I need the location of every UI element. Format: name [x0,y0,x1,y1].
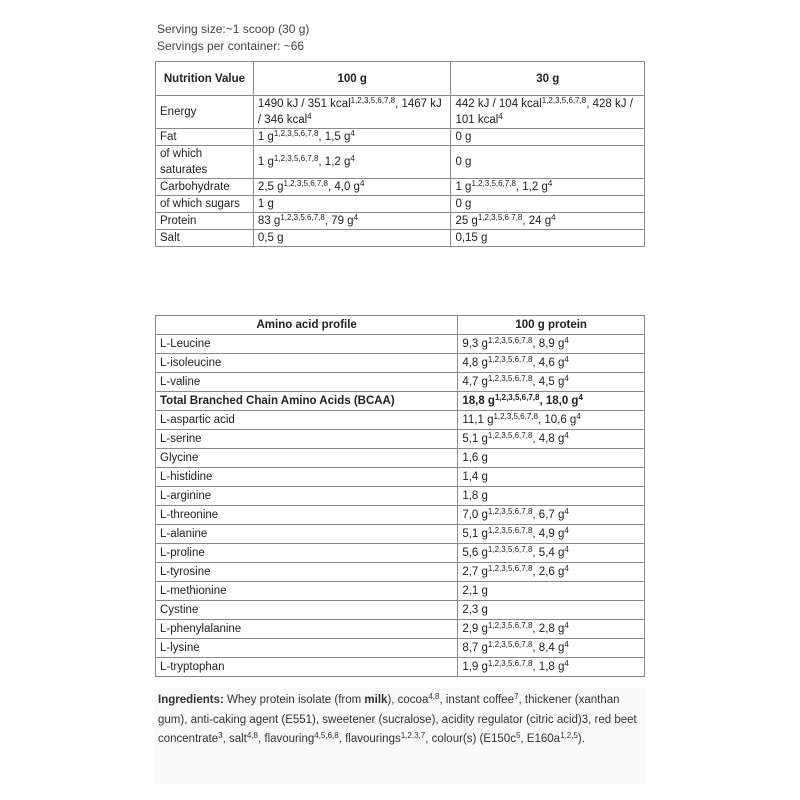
value-100g: 1 $g^{1,2,3,5,6,7,8}$, 1,5 $g^4$ [253,129,451,146]
amino-body [156,335,645,677]
footnote-ref: 4 [551,213,556,222]
footnote-ref: 4 [564,640,569,649]
footnote-ref: 4 [564,621,569,630]
footnote-ref: 4 [307,112,312,121]
amino-acid-value: 2,9 $g^{1,2,3,5,6,7,8}$, 2,8 $g^4$ [458,620,645,639]
footnote-ref: 4 [547,179,553,188]
footnote-ref: 1,2,3,5,6,7,8 [487,336,533,345]
value-100g: 1 g [253,196,451,213]
footnote-ref: 1,2,3,5,6,7,8 [471,179,516,188]
amino-acid-value: 11,1 $g^{1,2,3,5,6,7,8}$, 10,6 $g^4$ [458,411,645,430]
value-30g: 442 kJ / 104 kcal$^{1,2,3,5,6,7,8}$, 428 kJ / 101 kcal$^4$ [451,96,645,129]
ingredients-segment: , thickener (xanthan gum), anti-caking agent (E551), sweetener (sucralose), acidity regulator (citric acid)3, red beet concentrate [158,694,637,745]
nutrition-header-label: Nutrition Value [156,62,254,96]
amino-acid-name: L-lysine [156,639,458,658]
amino-acid-value: 2,3 g [458,601,645,620]
footnote-ref: 4 [564,507,569,516]
footnote-ref: 4 [350,154,355,163]
footnote-ref: 1,2,3,5,6,7,8 [494,393,540,402]
amino-acid-name: Total Branched Chain Amino Acids (BCAA) [156,392,458,411]
nutrition-body [156,96,645,247]
footnote-ref: 1,2,3,5,6,7,8 [487,374,533,383]
footnote-ref: 1,2,3,5,6,7,8 [280,213,325,222]
footnote-ref: 1,2,3,5,6,7,8 [283,179,328,188]
amino-row [156,601,645,620]
nutrition-row [156,179,645,196]
amino-acid-value: 9,3 $g^{1,2,3,5,6,7,8}$, 8,9 $g^4$ [458,335,645,354]
amino-row [156,620,645,639]
nutrition-row [156,129,645,146]
amino-acid-name: L-arginine [156,487,458,506]
footnote-ref: 1,2,5 [560,731,578,740]
amino-acid-name: Cystine [156,601,458,620]
footnote-ref: 1,2,3,5,6,7,8 [541,96,587,105]
amino-row [156,335,645,354]
servings-per-container: Servings per container: ~66 [157,39,305,53]
value-100g: 83 $g^{1,2,3,5,6,7,8}$, 79 $g^4$ [253,213,451,230]
serving-size: Serving size:~1 scoop (30 g) [157,22,310,36]
amino-acid-value: 1,9 $g^{1,2,3,5,6,7,8}$, 1,8 $g^4$ [458,658,645,677]
amino-acid-value: 4,7 $g^{1,2,3,5,6,7,8}$, 4,5 $g^4$ [458,373,645,392]
nutrient-label: Salt [156,230,254,247]
value-30g: 0 g [451,129,645,146]
amino-row [156,544,645,563]
amino-row [156,354,645,373]
amino-acid-name: L-histidine [156,468,458,487]
nutrition-row [156,213,645,230]
footnote-ref: 4 [350,129,355,138]
amino-row [156,582,645,601]
footnote-ref: 4 [576,412,581,421]
amino-acid-name: L-threonine [156,506,458,525]
amino-acid-value: 5,6 $g^{1,2,3,5,6,7,8}$, 5,4 $g^4$ [458,544,645,563]
ingredients-segment: , E160a [520,733,561,745]
amino-acid-value: 1,6 g [458,449,645,468]
value-30g: 1 $g^{1,2,3,5,6,7,8}$, 1,2 $g^4$ [451,179,645,196]
footnote-ref: 4 [564,431,569,440]
amino-acid-name: L-aspartic acid [156,411,458,430]
footnote-ref: 1,2,3,5,6,7,8 [487,659,533,668]
amino-row [156,468,645,487]
footnote-ref: 4 [564,659,569,668]
nutrient-label: of which saturates [156,146,254,179]
amino-acid-name: L-tryptophan [156,658,458,677]
footnote-ref: 1,2,3,5,6,7,8 [273,154,319,163]
amino-acid-name: L-alanine [156,525,458,544]
amino-acid-value: 1,4 g [458,468,645,487]
value-30g: 0 g [451,196,645,213]
footnote-ref: 3 [218,731,223,740]
footnote-ref: 4 [564,526,569,535]
amino-acid-table [155,315,645,677]
amino-acid-name: L-serine [156,430,458,449]
amino-row [156,373,645,392]
nutrition-header-100g: 100 g [253,62,451,96]
footnote-ref: 4 [564,564,569,573]
footnote-ref: 4,8 [428,692,440,701]
amino-acid-value: 8,7 $g^{1,2,3,5,6,7,8}$, 8,4 $g^4$ [458,639,645,658]
amino-row [156,392,645,411]
ingredients-segment: ). [577,733,585,745]
nutrient-label: Carbohydrate [156,179,254,196]
footnote-ref: 1,2,3,5,6,7,8 [487,640,533,649]
amino-header-value: 100 g protein [458,316,645,335]
value-100g: 1 $g^{1,2,3,5,6,7,8}$, 1,2 $g^4$ [253,146,451,179]
footnote-ref: 1,2,3,5,6,7,8 [273,129,319,138]
serving-info [157,21,309,55]
ingredients-emphasis: milk [364,694,388,706]
footnote-ref: 1,2,3,5,6,7,8 [487,507,533,516]
footnote-ref: 1,2,3,5,6,7,8 [487,355,533,364]
nutrition-row [156,230,645,247]
footnote-ref: 1,2,3,5,6,7,8 [487,431,533,440]
amino-row [156,563,645,582]
footnote-ref: 1,2,3,5,6,7,8 [487,545,533,554]
value-100g: 1490 kJ / 351 kcal$^{1,2,3,5,6,7,8}$, 1467 kJ / 346 kcal$^4$ [253,96,451,129]
nutrition-table [155,61,645,247]
nutrient-label: Fat [156,129,254,146]
amino-acid-value: 7,0 $g^{1,2,3,5,6,7,8}$, 6,7 $g^4$ [458,506,645,525]
amino-acid-name: L-methionine [156,582,458,601]
amino-acid-name: L-proline [156,544,458,563]
ingredients-segment: Whey protein isolate (from [223,694,365,706]
amino-row [156,506,645,525]
ingredients-text [155,688,645,784]
amino-acid-name: L-isoleucine [156,354,458,373]
amino-acid-value: 4,8 $g^{1,2,3,5,6,7,8}$, 4,6 $g^4$ [458,354,645,373]
amino-row [156,487,645,506]
nutrient-label: of which sugars [156,196,254,213]
nutrient-label: Protein [156,213,254,230]
ingredients-segment: , flavourings [338,733,401,745]
footnote-ref: 1,2,3,7 [400,731,426,740]
amino-acid-name: L-tyrosine [156,563,458,582]
amino-acid-value: 2,1 g [458,582,645,601]
nutrition-header-30g: 30 g [451,62,645,96]
amino-acid-value: 5,1 $g^{1,2,3,5,6,7,8}$, 4,8 $g^4$ [458,430,645,449]
value-30g: 25 $g^{1,2,3,5,6 7,8}$, 24 $g^4$ [451,213,645,230]
footnote-ref: 1,2,3,5,6,7,8 [487,526,533,535]
amino-row [156,639,645,658]
ingredients-segment: , salt [222,733,247,745]
footnote-ref: 4 [359,179,365,188]
amino-acid-name: L-Leucine [156,335,458,354]
nutrient-label: Energy [156,96,254,129]
footnote-ref: 1,2,3,5,6,7,8 [487,564,533,573]
footnote-ref: 4 [498,112,503,121]
footnote-ref: 1,2,3,5,6,7,8 [487,621,533,630]
amino-acid-name: L-valine [156,373,458,392]
footnote-ref: 1,2,3,5,6 7,8 [477,213,523,222]
nutrition-row [156,146,645,179]
footnote-ref: 1,2,3,5,6,7,8 [493,412,538,421]
footnote-ref: 4 [353,213,359,222]
amino-row [156,449,645,468]
amino-acid-name: L-phenylalanine [156,620,458,639]
footnote-ref: 4 [564,355,569,364]
value-30g: 0 g [451,146,645,179]
footnote-ref: 4 [564,336,569,345]
amino-header-label: Amino acid profile [156,316,458,335]
nutrition-header-row [156,62,645,96]
amino-row [156,430,645,449]
amino-acid-value: 18,8 $g^{1,2,3,5,6,7,8}$, 18,0 $g^4$ [458,392,645,411]
amino-header-row [156,316,645,335]
ingredients-segment: ), cocoa [387,694,429,706]
footnote-ref: 4 [564,374,569,383]
footnote-ref: 1,2,3,5,6,7,8 [350,96,396,105]
amino-row [156,411,645,430]
footnote-ref: 7 [514,692,519,701]
amino-row [156,658,645,677]
ingredients-segment: , instant coffee [439,694,515,706]
value-30g: 0,15 g [451,230,645,247]
footnote-ref: 5 [515,731,521,740]
footnote-ref: 4 [578,393,583,402]
ingredients-emphasis: Ingredients: [158,694,224,706]
amino-acid-name: Glycine [156,449,458,468]
nutrition-row [156,196,645,213]
nutrition-row [156,96,645,129]
amino-row [156,525,645,544]
footnote-ref: 4,5,6,8 [314,731,339,740]
footnote-ref: 4,8 [246,731,258,740]
amino-acid-value: 2,7 $g^{1,2,3,5,6,7,8}$, 2,6 $g^4$ [458,563,645,582]
ingredients-segment: , flavouring [257,733,315,745]
amino-acid-value: 1,8 g [458,487,645,506]
ingredients-segment: , colour(s) (E150c [425,733,516,745]
footnote-ref: 4 [564,545,569,554]
value-100g: 2,5 $g^{1,2,3,5,6,7,8}$, 4,0 $g^4$ [253,179,451,196]
amino-acid-value: 5,1 $g^{1,2,3,5,6,7,8}$, 4,9 $g^4$ [458,525,645,544]
value-100g: 0,5 g [253,230,451,247]
